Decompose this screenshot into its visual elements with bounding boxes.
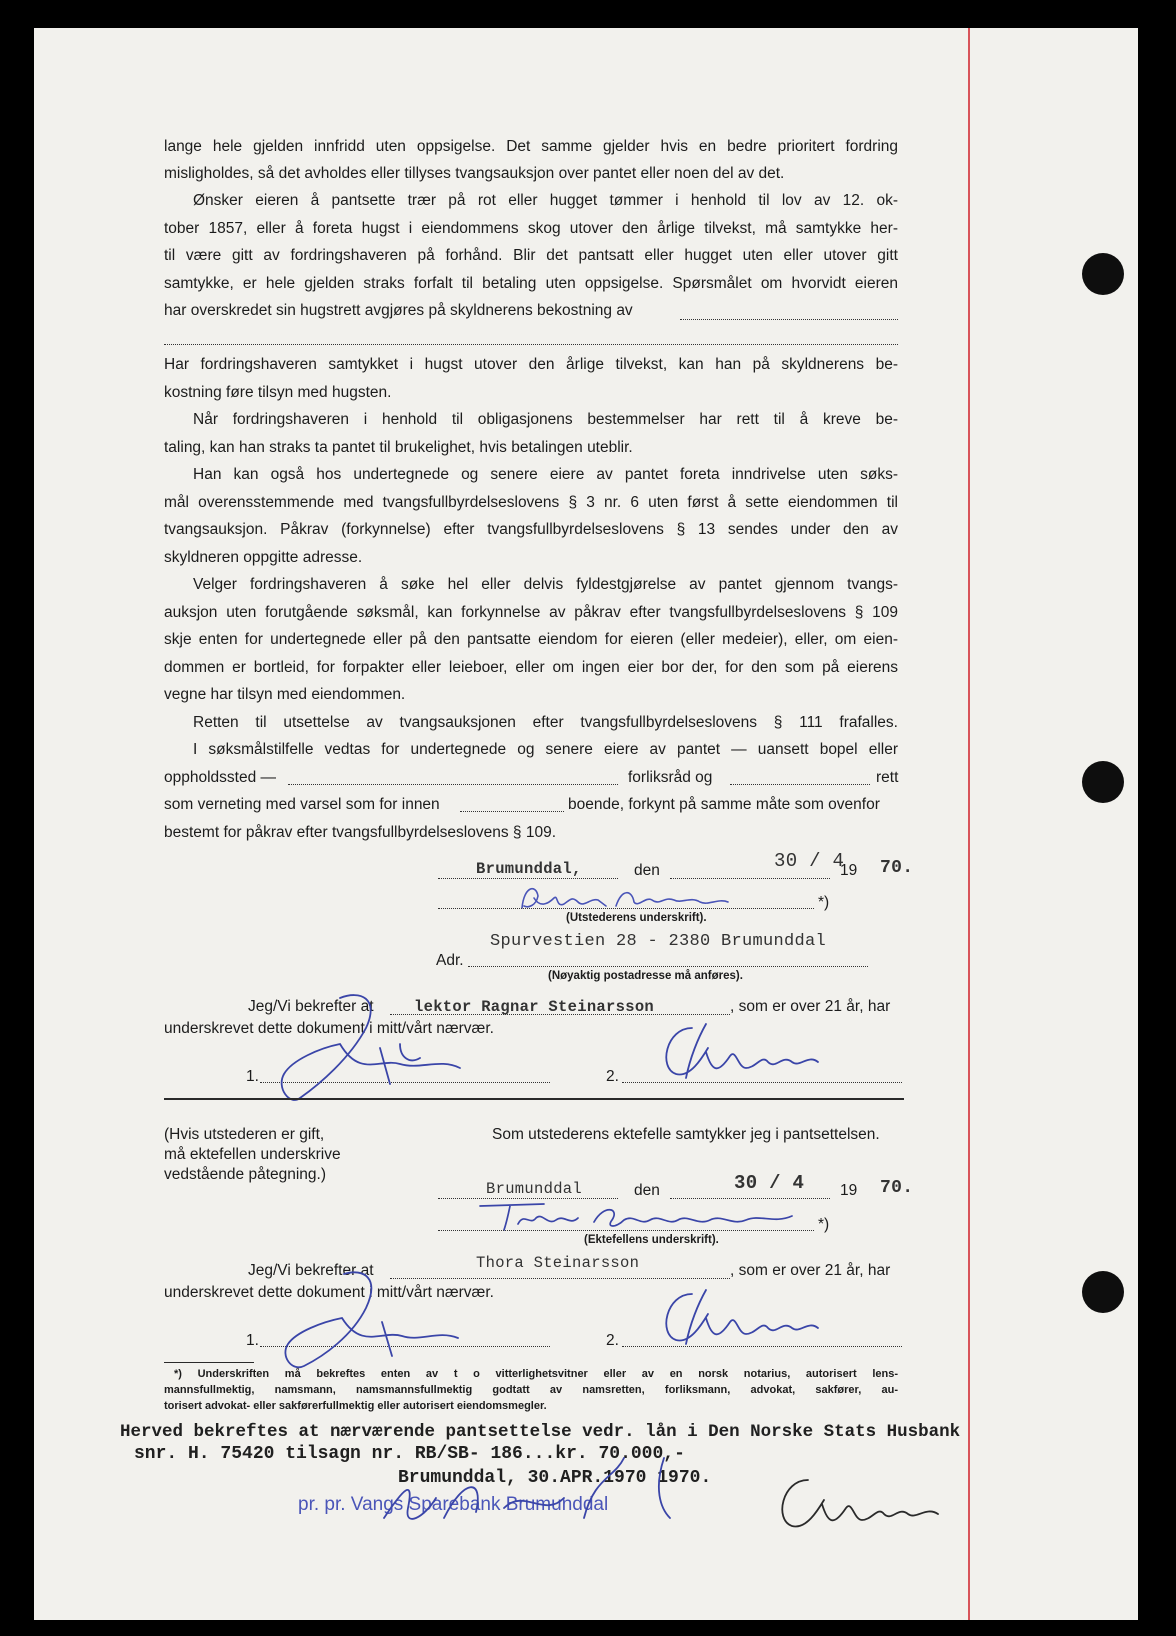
bank-officer-signature: [762, 1468, 962, 1538]
text-line: vegne har tilsyn med eiendommen.: [164, 686, 406, 703]
fill-line: [460, 811, 564, 812]
text-line: har overskredet sin hugstrett avgjøres på skyldnerens bekostning av: [164, 302, 633, 319]
fill-line: [730, 784, 870, 785]
text-line: Ønsker eieren å pantsette trær på rot eller hugget tømmer i henhold til lov av 12. ok-: [193, 192, 898, 209]
text-line: skje enten for undertegnede eller på den pantsatte eiendom for eieren (eller medeier), eller, om eien-: [164, 631, 898, 648]
text-line: auksjon uten forutgående søksmål, kan forkynnelse av påkrav efter tvangsfullbyrdelseslovens § 109: [164, 604, 898, 621]
witness-number: 1.: [246, 1332, 259, 1349]
spouse-consent: Som utstederens ektefelle samtykker jeg i pantsettelsen.: [492, 1126, 880, 1143]
confirm-text: underskrevet dette dokument i mitt/vårt nærvær.: [164, 1284, 494, 1301]
place-field: Brumunddal: [486, 1180, 583, 1198]
punch-hole: [1082, 253, 1124, 295]
fill-line: [680, 319, 898, 320]
text-line: dommen er bortleid, for forpakter eller leieboer, eller om ingen eier bor der, for den som på eierens: [164, 659, 898, 676]
stamp-line: Brumunddal, 30.APR.1970 1970.: [398, 1468, 712, 1488]
fill-line: [468, 966, 868, 967]
text-line: kostning føre tilsyn med hugsten.: [164, 384, 392, 401]
section-divider: [164, 1098, 904, 1100]
document-page: [34, 28, 1138, 1620]
punch-hole: [1082, 761, 1124, 803]
place-field: Brumunddal,: [476, 860, 582, 878]
date-field: 30 / 4: [774, 850, 845, 872]
fill-line: [288, 784, 618, 785]
signature-caption: (Ektefellens underskrift).: [584, 1234, 719, 1246]
confirm-text: , som er over 21 år, har: [730, 998, 891, 1015]
witness-number: 2.: [606, 1332, 619, 1349]
spouse-note: vedstående påtegning.): [164, 1166, 327, 1183]
footnote-rule: [164, 1362, 254, 1363]
stamp-line: Herved bekreftes at nærværende pantsettelse vedr. lån i Den Norske Stats Husbank: [120, 1422, 961, 1442]
text-line: Han kan også hos undertegnede og senere eiere av pantet foreta inndrivelse uten søks-: [193, 466, 898, 483]
text-line: tvangsauksjon. Påkrav (forkynnelse) efter tvangsfullbyrdelseslovens § 13 sendes under den av: [164, 521, 898, 538]
text-line: Retten til utsettelse av tvangsauksjonen efter tvangsfullbyrdelseslovens § 111 frafalles.: [193, 714, 898, 731]
fill-line: [164, 344, 898, 345]
text-line: oppholdssted —: [164, 769, 277, 786]
text-line: boende, forkynt på samme måte som ovenfor: [568, 796, 880, 813]
text-line: tober 1857, eller å foreta hugst i eiendommens skog utover den årlige tilvekst, må samtykke her-: [164, 220, 898, 237]
date-label: den: [634, 862, 660, 879]
witness-number: 1.: [246, 1068, 259, 1085]
text-line: I søksmålstilfelle vedtas for undertegnede og senere eiere av pantet — uansett bopel eller: [193, 741, 898, 758]
footnote-marker: *): [818, 1216, 830, 1233]
address-field: Spurvestien 28 - 2380 Brumunddal: [490, 932, 827, 951]
text-line: rett: [876, 769, 899, 786]
footnote-line: mannsfullmektig, namsmann, namsmannsfullmektig godtatt av namsretten, forliksmann, advokat, sakfører, au-: [164, 1384, 898, 1396]
text-line: lange hele gjelden innfridd uten oppsigelse. Det samme gjelder hvis en bedre prioritert fordring: [164, 138, 898, 155]
year-field: 70.: [880, 1178, 914, 1198]
witness-number: 2.: [606, 1068, 619, 1085]
text-line: forliksråd og: [628, 769, 713, 786]
spouse-signature: [474, 1198, 814, 1234]
year-prefix: 19: [840, 1182, 858, 1199]
confirm-text: underskrevet dette dokument i mitt/vårt nærvær.: [164, 1020, 494, 1037]
text-line: samtykke, er hele gjelden straks forfalt til betaling uten oppsigelse. Spørsmålet om hvorvidt eieren: [164, 275, 898, 292]
text-line: misligholdes, så det avholdes eller tillyses tvangsauksjon over pantet eller noen del av det.: [164, 165, 785, 182]
text-line: skyldneren oppgitte adresse.: [164, 549, 363, 566]
text-line: Velger fordringshaveren å søke hel eller delvis fyldestgjørelse av pantet gjennom tvangs-: [193, 576, 898, 593]
signature-caption: (Utstederens underskrift).: [566, 912, 707, 924]
confirm-text: Jeg/Vi bekrefter at: [248, 1262, 374, 1279]
year-field: 70.: [880, 858, 914, 878]
footnote-line: *) Underskriften må bekreftes enten av t o vitterlighetsvitner eller av en norsk notarius, autorisert lens-: [174, 1368, 898, 1380]
address-label: Adr.: [436, 952, 464, 969]
spouse-note: (Hvis utstederen er gift,: [164, 1126, 325, 1143]
text-line: mål overensstemmende med tvangsfullbyrdelseslovens § 3 nr. 6 uten først å sette eiendommen til: [164, 494, 898, 511]
bank-signature: [364, 1448, 784, 1538]
witness-1-signature: [270, 1264, 470, 1374]
confirm-text: Jeg/Vi bekrefter at: [248, 998, 374, 1015]
fill-line: [438, 908, 814, 909]
text-line: Har fordringshaveren samtykket i hugst utover den årlige tilvekst, kan han på skyldnerens be-: [164, 356, 898, 373]
text-line: bestemt for påkrav efter tvangsfullbyrdelseslovens § 109.: [164, 824, 557, 841]
date-field: 30 / 4: [734, 1172, 805, 1194]
text-line: som verneting med varsel som for innen: [164, 796, 440, 813]
text-line: Når fordringshaveren i henhold til obligasjonens bestemmelser har rett til å kreve be-: [193, 411, 898, 428]
year-prefix: 19: [840, 862, 858, 879]
fill-line: [438, 1230, 814, 1231]
footnote-marker: *): [818, 894, 830, 911]
witness-2-signature: [646, 1284, 836, 1354]
date-label: den: [634, 1182, 660, 1199]
witness-1-signature: [270, 988, 470, 1108]
stamp-line: snr. H. 75420 tilsagn nr. RB/SB- 186...kr. 70.000,-: [134, 1444, 685, 1464]
bank-stamp: pr. pr. Vangs Sparebank Brumunddal: [298, 1494, 609, 1515]
confirm-name: Thora Steinarsson: [476, 1254, 640, 1272]
confirm-text: , som er over 21 år, har: [730, 1262, 891, 1279]
address-caption: (Nøyaktig postadresse må anføres).: [548, 970, 743, 982]
punch-hole: [1082, 1271, 1124, 1313]
text-line: taling, kan han straks ta pantet til brukelighet, hvis betalingen uteblir.: [164, 439, 633, 456]
footnote-line: torisert advokat- eller sakførerfullmektig eller autorisert eiendomsmegler.: [164, 1400, 547, 1412]
witness-2-signature: [646, 1018, 836, 1088]
confirm-name: lektor Ragnar Steinarsson: [414, 998, 655, 1016]
text-line: til være gitt av fordringshaveren på forhånd. Blir det pantsatt eller hugget uten eller utover gitt: [164, 247, 898, 264]
spouse-note: må ektefellen underskrive: [164, 1146, 341, 1163]
margin-red-line: [968, 28, 970, 1620]
